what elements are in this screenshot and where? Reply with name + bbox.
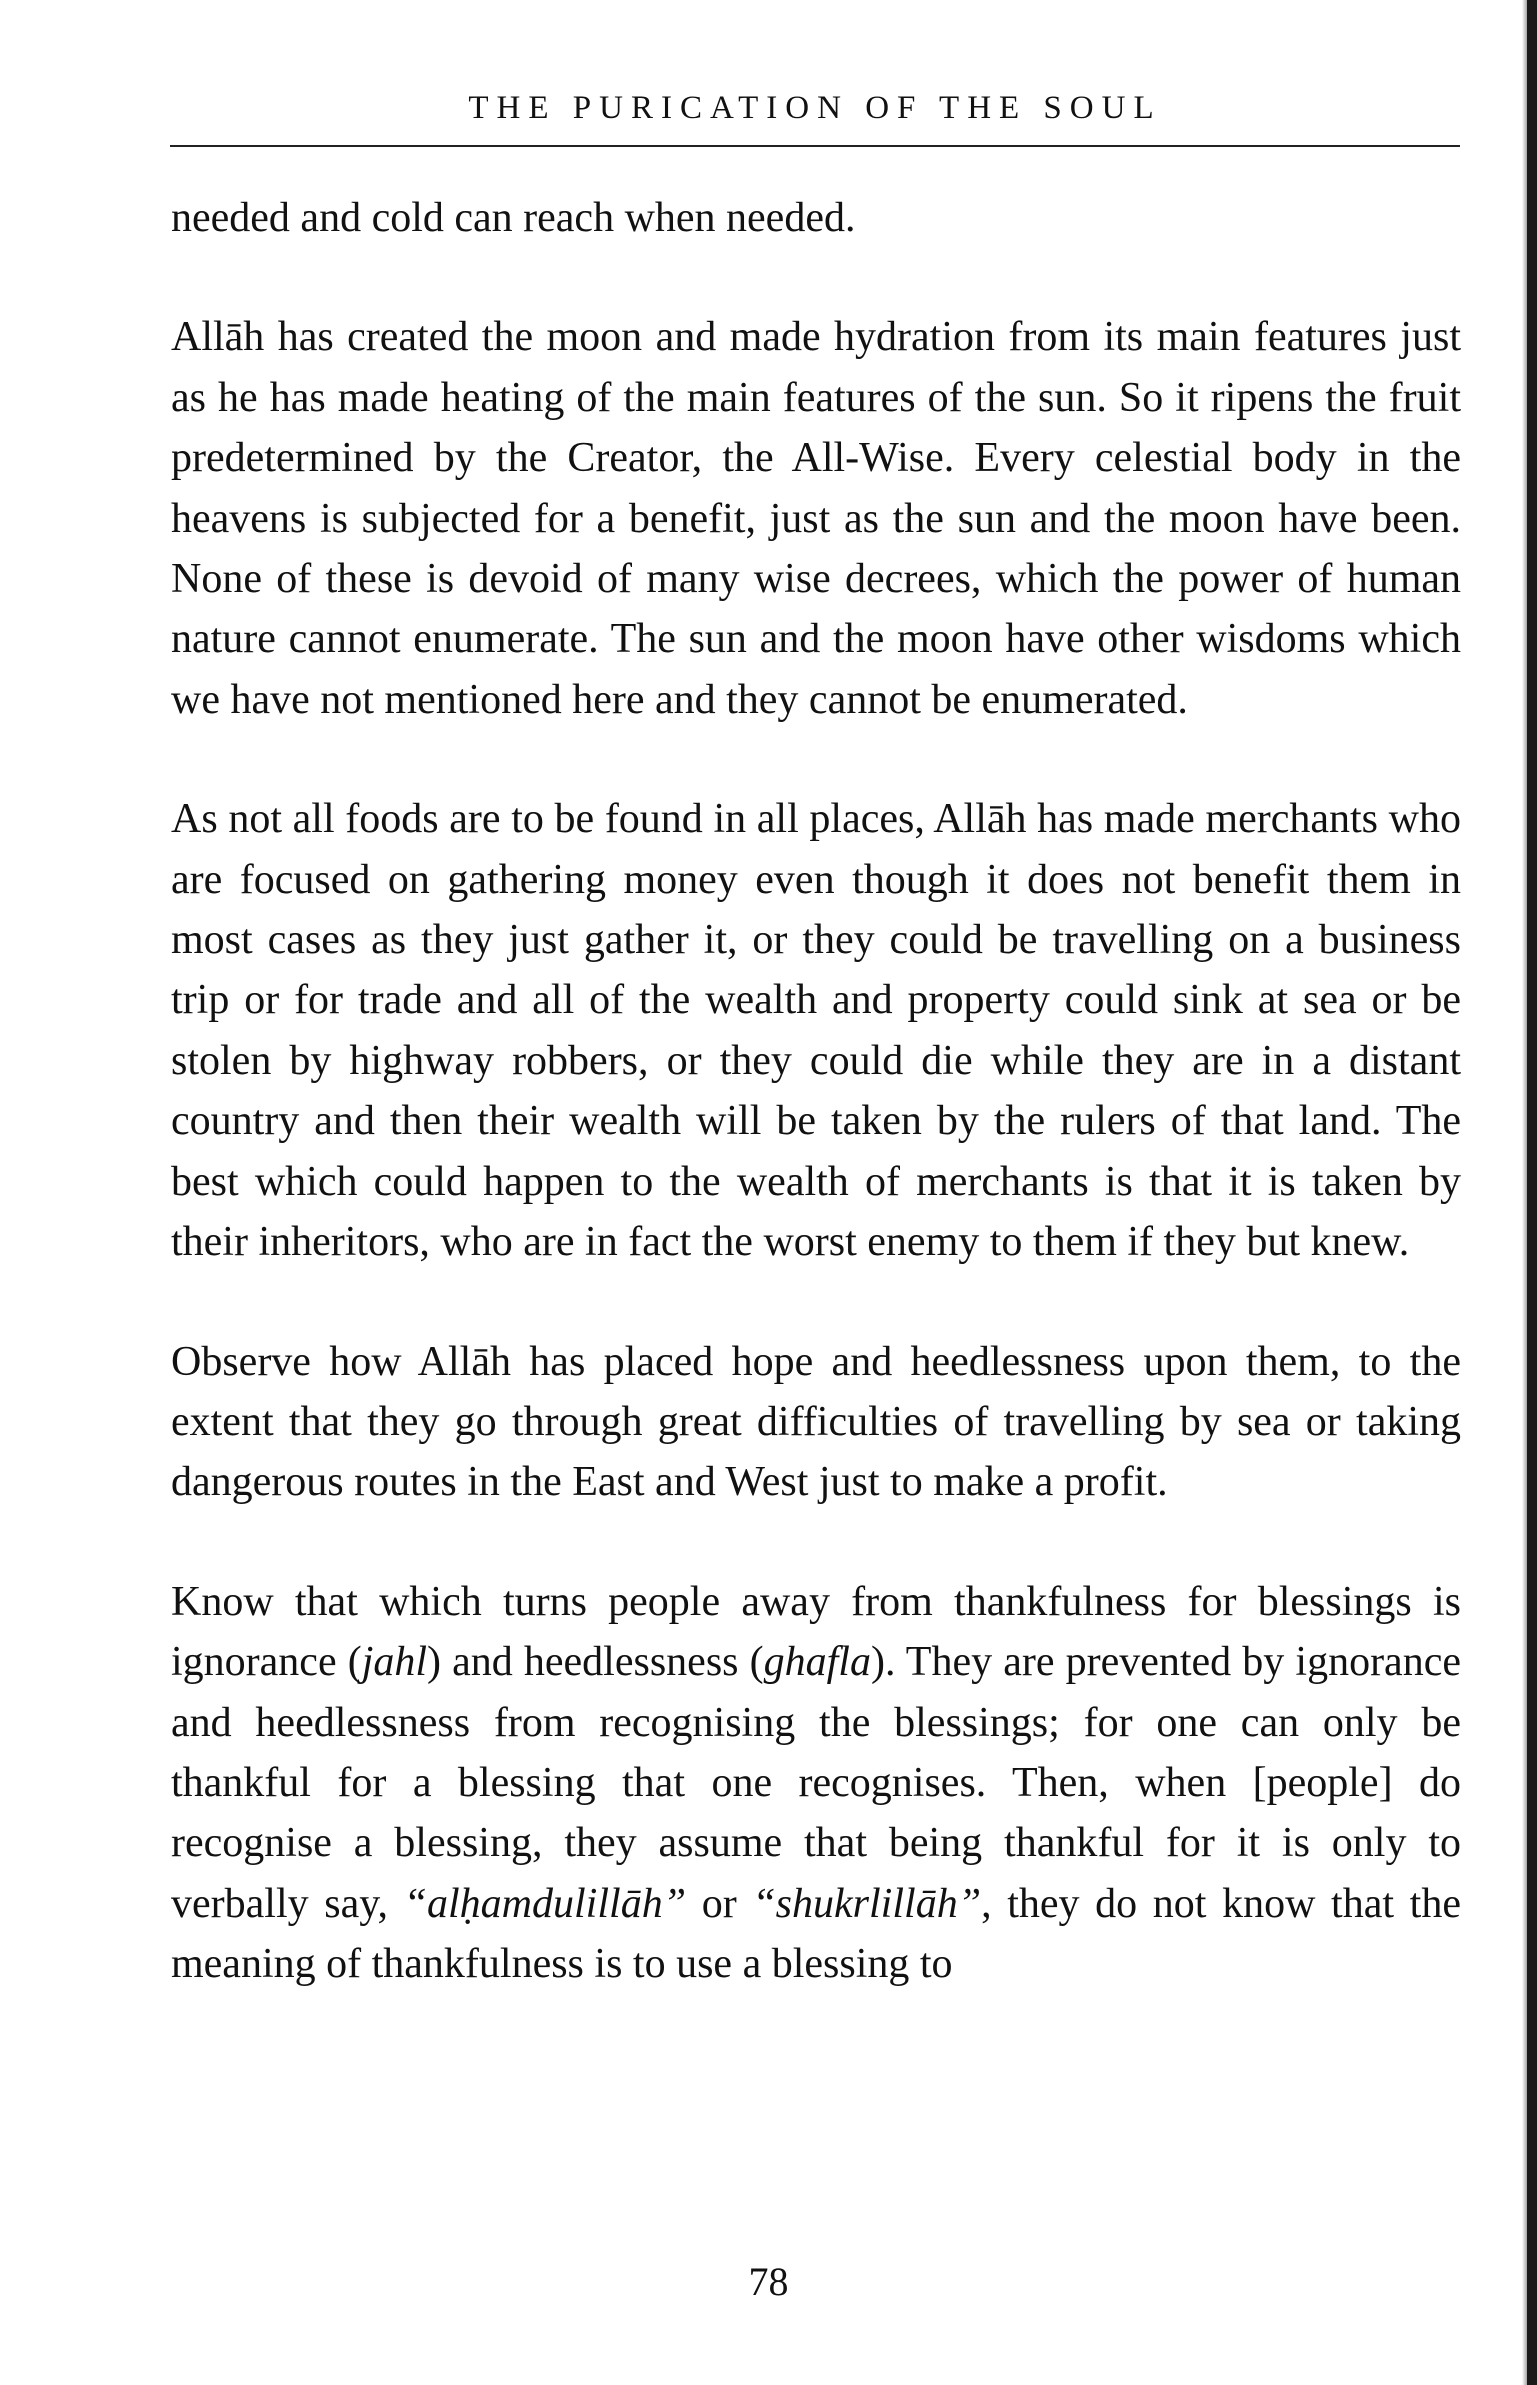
header-rule xyxy=(170,145,1460,147)
paragraph-5-part-4: or xyxy=(686,1880,753,1927)
term-ghafla: ghafla xyxy=(763,1639,871,1686)
paragraph-5-part-5: , they do not know that the meaning of thankfulness is to use a blessing to xyxy=(171,1880,1461,1988)
term-alhamdulillah: “alḥamdulillāh” xyxy=(403,1880,687,1927)
paragraph-5-part-3: ). They are prevented by ignorance and heedlessness from recognising the blessings; for one can only be thankful for a blessing that one recognises. Then, when [people] do recognise a blessing, they assume that being thankful for it is only to verbally say, xyxy=(171,1639,1461,1927)
paragraph-4: Observe how Allāh has placed hope and heedlessness upon them, to the extent that they go through great difficulties of travelling by sea or taking dangerous routes in the East and West just to make a profit. xyxy=(171,1338,1461,1506)
page-number: 78 xyxy=(748,2259,789,2304)
running-head: THE PURICATION OF THE SOUL xyxy=(468,90,1162,126)
paragraph-5-part-1: Know that which turns people away from thankfulness for blessings is ignorance ( xyxy=(171,1578,1461,1686)
binding-edge xyxy=(1527,0,1537,2385)
term-jahl: jahl xyxy=(361,1639,428,1686)
paragraph-3: As not all foods are to be found in all places, Allāh has made merchants who are focused on gathering money even though it does not benefit them in most cases as they just gather it, or they could be travelling on a business trip or for trade and all of the wealth and property could sink at sea or be stolen by highway robbers, or they could die while they are in a distant country and then their wealth will be taken by the rulers of that land. The best which could happen to the wealth of merchants is that it is taken by their inheritors, who are in fact the worst enemy to them if they but knew. xyxy=(171,796,1461,1266)
body-text xyxy=(171,188,1461,2054)
paragraph-1: needed and cold can reach when needed. xyxy=(171,195,856,241)
term-shukrlillah: “shukrlillāh” xyxy=(752,1880,982,1927)
paragraph-5 xyxy=(171,1572,1461,1995)
paragraph-2: Allāh has created the moon and made hydration from its main features just as he has made heating of the main features of the sun. So it ripens the fruit predetermined by the Creator, the All-Wise. Every celestial body in the heavens is subjected for a benefit, just as the sun and the moon have been. None of these is devoid of many wise decrees, which the power of human nature cannot enumerate. The sun and the moon have other wisdoms which we have not mentioned here and they cannot be enumerated. xyxy=(171,314,1461,723)
paragraph-5-part-2: ) and heedlessness ( xyxy=(427,1639,764,1686)
